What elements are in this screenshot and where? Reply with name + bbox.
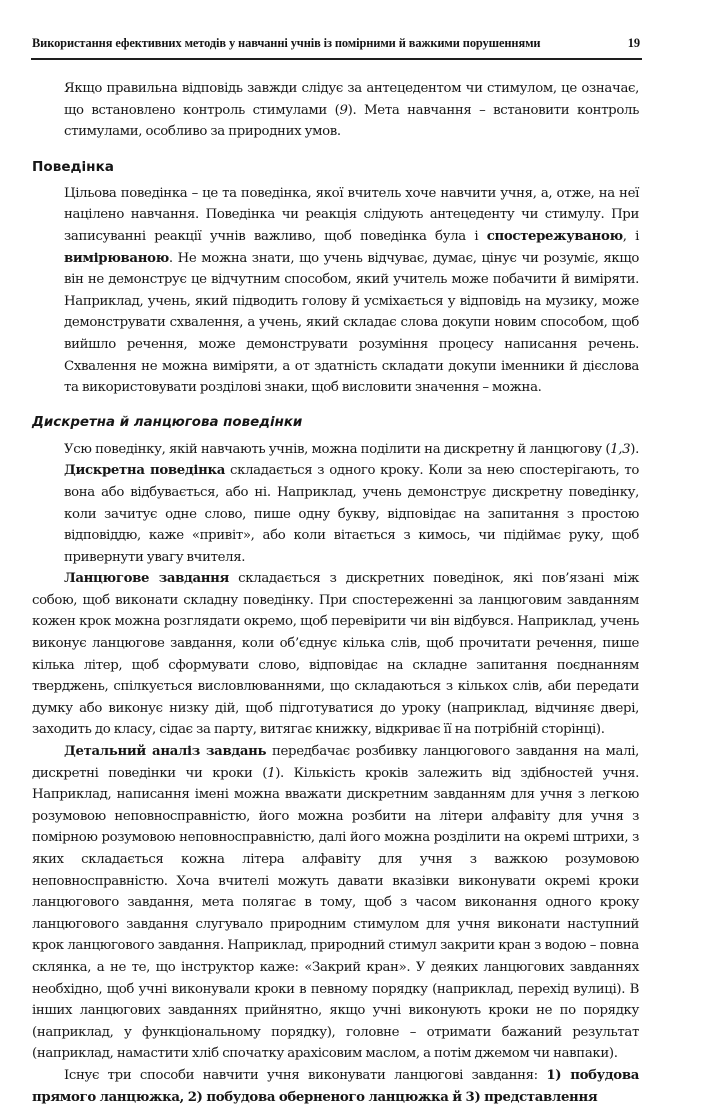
text-run: Якщо правильна відповідь завжди слідує за антецедентом чи стимулом, це означає, що встановлено контроль стимулами ( xyxy=(64,81,639,118)
citation-ref: 9 xyxy=(339,102,348,118)
paragraph-target-behavior xyxy=(32,183,639,399)
paragraph-discrete-behavior xyxy=(32,439,639,569)
paragraph-stimulus-control xyxy=(32,78,639,143)
citation-ref: 1 xyxy=(267,765,276,781)
running-header xyxy=(32,36,640,51)
section-heading-behavior: Поведінка xyxy=(32,158,114,175)
bold-term: Детальний аналіз завдань xyxy=(64,744,267,760)
text-run: складається з одного кроку. Коли за нею спостерігають, то вона або відбувається, або ні. Наприклад, учень демонструє дискретну поведінку, коли зачитує одне слово, пише одну букву, відповідає на запитання з простою відповіддю, каже «привіт», або коли вітається з кимось, чи підіймає руку, щоб привернути увагу вчителя. xyxy=(64,463,640,565)
text-run: . Не можна знати, що учень відчуває, думає, цінує чи розуміє, якщо він не демонструє це відчутним способом, який учитель може побачити й виміряти. Наприклад, учень, який підводить голову й усміхається у відповідь на музику, може демонструвати схвалення, а учень, який складає слова докупи новим способом, щоб вийшло речення, може демонструвати розуміння процесу написання речень. Схвалення не можна виміряти, а от здатність складати докупи іменники й дієслова та використовувати розділові знаки, щоб висловити значення – можна. xyxy=(64,250,639,396)
text-run: Існує три способи навчити учня виконувати ланцюгові завдання: xyxy=(64,1067,547,1083)
page-number: 19 xyxy=(627,36,640,50)
text-run: передбачає розбивку ланцюгового завдання на малі, дискретні поведінки чи кроки ( xyxy=(32,744,639,781)
bold-term: 1) побудова прямого ланцюжка, 2) побудова оберненого ланцюжка й 3) представлення xyxy=(32,1067,639,1105)
bold-term: Ланцюгове завдання xyxy=(64,571,230,587)
paragraph-chain-task xyxy=(32,568,639,741)
text-run: ). Кількість кроків залежить від здібностей учня. Наприклад, написання імені можна вважати дискретним завданням для учня з легкою розумовою неповносправністю, його можна розбити на літери алфавіту для учня з помірною розумовою неповносправністю, далі його можна розділити на окремі штрихи, з яких складається кожна літера алфавіту для учня з важкою розумовою неповносправністю. Хоча вчителі можуть давати вказівки виконувати окремі кроки ланцюгового завдання, мета полягає в тому, щоб з часом виконання одного кроку ланцюгового завдання слугувало природним стимулом для учня виконати наступний крок ланцюгового завдання. Наприклад, природний стимул закрити кран з водою – повна склянка, а не те, що інструктор каже: «Закрий кран». У деяких ланцюгових завданнях необхідно, щоб учні виконували кроки в певному порядку (наприклад, перехід вулиці). В інших ланцюгових завданнях прийнятно, якщо учні виконують кроки не по порядку (наприклад, у функціональному порядку), головне – отримати бажаний результат (наприклад, намастити хліб спочатку арахісовим маслом, а потім джемом чи навпаки). xyxy=(32,765,639,1062)
text-run: ). Мета навчання – встановити контроль стимулами, особливо за природних умов. xyxy=(64,102,639,140)
running-title: Використання ефективних методів у навчанні учнів із помірними й важкими порушеннями xyxy=(32,36,541,50)
header-rule xyxy=(31,58,642,60)
bold-term: вимірюваною xyxy=(64,250,169,266)
paragraph-chaining-methods xyxy=(32,1065,639,1108)
bold-term: Дискретна поведінка xyxy=(64,463,226,479)
text-run: Усю поведінку, якій навчають учнів, можна поділити на дискретну й ланцюгову ( xyxy=(64,441,611,457)
text-run: Цільова поведінка – це та поведінка, якої вчитель хоче навчити учня, а, отже, на неї націлено навчання. Поведінка чи реакція слідують антецеденту чи стимулу. При записуванні реакції учнів важливо, щоб поведінка була і xyxy=(64,185,639,244)
page-content xyxy=(32,78,639,1108)
text-run: , і xyxy=(622,228,640,244)
subsection-heading-discrete-chain: Дискретна й ланцюгова поведінки xyxy=(32,414,303,430)
paragraph-task-analysis xyxy=(32,741,639,1065)
text-run: складається з дискретних поведінок, які пов’язані між собою, щоб виконати складну поведінку. При спостереженні за ланцюговим завданням кожен крок можна розглядати окремо, щоб перевірити чи він відбувся. Наприклад, учень виконує ланцюгове завдання, коли об’єднує кілька слів, щоб прочитати речення, пише кілька літер, щоб сформувати слово, відповідає на складне запитання поєднанням тверджень, спілкується висловлюваннями, що складаються з кількох слів, аби передати думку або виконує низку дій, щоб підготуватися до уроку (наприклад, відчиняє двері, заходить до класу, сідає за парту, витягає книжку, відкриває її на потрібній сторінці). xyxy=(32,571,639,738)
text-run: ). xyxy=(630,441,639,457)
citation-ref: 1,3 xyxy=(610,441,631,457)
bold-term: спостережуваною xyxy=(486,228,623,244)
